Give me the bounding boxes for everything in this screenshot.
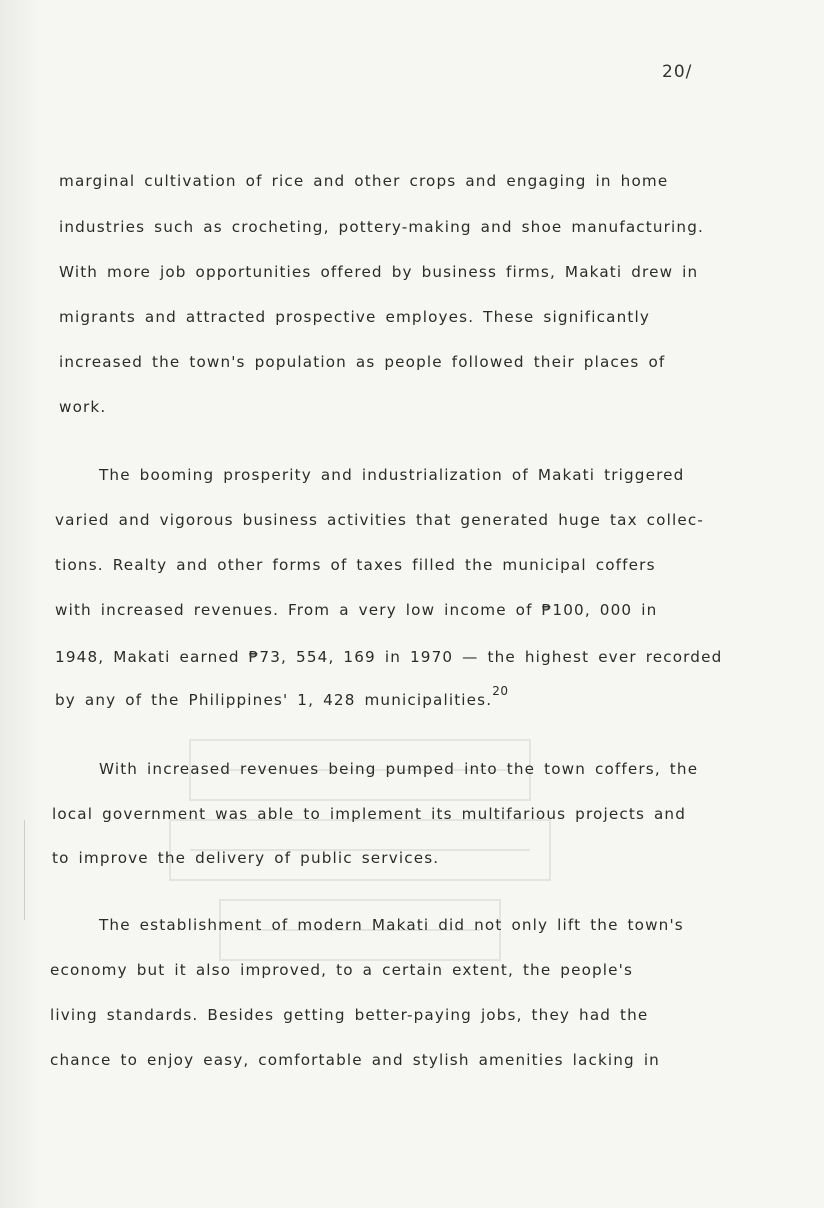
text-line: The establishment of modern Makati did not only lift the town's [99,916,684,934]
text-line: migrants and attracted prospective employes. These significantly [59,308,650,326]
text-line: With increased revenues being pumped into the town coffers, the [99,760,699,778]
page-number: 20/ [662,62,693,82]
text-line: marginal cultivation of rice and other crops and engaging in home [59,172,669,190]
text-line: varied and vigorous business activities that generated huge tax collec- [55,511,704,529]
text-line: local government was able to implement its multifarious projects and [52,805,687,823]
page-edge-shading [0,0,40,1208]
text-line: to improve the delivery of public services. [52,849,440,867]
page-edge-line [24,820,25,920]
text-line: economy but it also improved, to a certain extent, the people's [50,961,634,979]
footnote-marker: 20 [492,684,509,698]
text-line: chance to enjoy easy, comfortable and stylish amenities lacking in [50,1051,660,1069]
text-line: increased the town's population as people followed their places of [59,353,666,371]
text-line: industries such as crocheting, pottery-making and shoe manufacturing. [59,218,704,236]
text-line: The booming prosperity and industrialization of Makati triggered [99,466,685,484]
text-line: tions. Realty and other forms of taxes filled the municipal coffers [55,556,656,574]
text-line: work. [59,398,107,416]
footnote-line [55,684,509,709]
text-line: by any of the Philippines' 1, 428 municipalities. [55,691,493,709]
text-line: with increased revenues. From a very low income of ₱100, 000 in [55,601,658,619]
text-line: 1948, Makati earned ₱73, 554, 169 in 1970 — the highest ever recorded [55,648,723,666]
text-line: With more job opportunities offered by business firms, Makati drew in [59,263,699,281]
text-line: living standards. Besides getting better-paying jobs, they had the [50,1006,649,1024]
